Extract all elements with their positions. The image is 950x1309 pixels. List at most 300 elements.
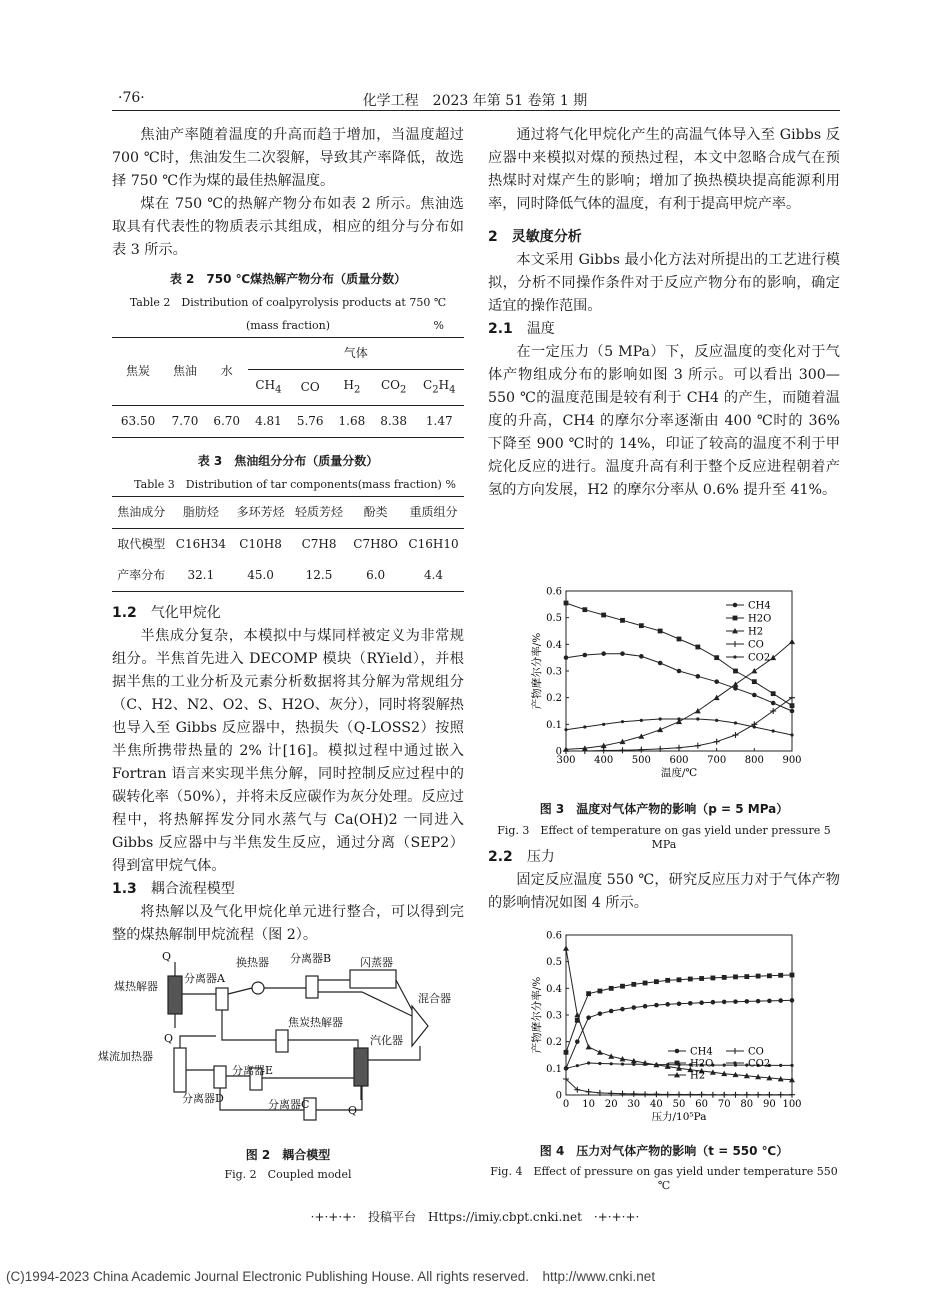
data-point-h2o [643, 981, 648, 986]
data-point-h2o [790, 973, 795, 978]
cell: C16H10 [408, 537, 459, 552]
legend-marker [733, 655, 736, 658]
char-pyrolyzer [276, 1030, 288, 1052]
data-point-co [642, 1091, 648, 1097]
data-point-h2o [733, 974, 738, 979]
paragraph: 将热解以及气化甲烷化单元进行整合，可以得到完整的煤热解制甲烷流程（图 2）。 [112, 904, 464, 944]
caption-line: Table 3 Distribution of tar components(mass fraction) [134, 478, 442, 492]
y-tick-label: 0 [555, 1090, 562, 1102]
cell: 6.70 [213, 414, 241, 429]
header-cell: 焦油 [172, 364, 197, 379]
table-row [112, 406, 464, 438]
legend-marker [732, 641, 738, 647]
data-point-co [733, 732, 739, 738]
y-tick-label: 0.1 [546, 1063, 562, 1075]
data-point-ch4 [696, 674, 701, 679]
data-point-h2o [771, 691, 776, 696]
data-point-co2 [602, 723, 605, 726]
header-cell: 焦油成分 [117, 505, 166, 520]
data-table [112, 337, 464, 438]
table-caption: 表 3 焦油组分分布（质量分数） [197, 454, 379, 469]
data-point-ch4 [609, 1009, 614, 1014]
diagram-label: 分离器E [232, 1064, 274, 1077]
data-point-h2 [733, 681, 739, 686]
diagram-label: 分离器D [182, 1092, 224, 1105]
data-point-co2 [621, 720, 624, 723]
header-cell: 重质组分 [409, 505, 458, 520]
x-tick-label: 500 [631, 755, 651, 766]
separator-b [306, 976, 318, 998]
data-point-h2o [722, 975, 727, 980]
row-label: 取代模型 [117, 537, 166, 552]
separator-d [214, 1066, 226, 1088]
data-point-ch4 [654, 1003, 659, 1008]
section-number: 2.2 [488, 849, 513, 865]
data-point-co2 [598, 1062, 601, 1065]
section-number: 2.1 [488, 321, 513, 337]
data-point-h2 [563, 945, 569, 950]
data-point-ch4 [790, 709, 795, 714]
section-number: 1.2 [112, 605, 137, 622]
stream [396, 980, 412, 1010]
data-point-co [620, 1091, 626, 1097]
cell: C7H8 [301, 537, 337, 552]
left-column [112, 124, 464, 947]
data-point-co [733, 1092, 739, 1098]
data-point-co2 [564, 1067, 567, 1070]
data-point-h2 [751, 668, 757, 673]
data-point-ch4 [756, 999, 761, 1004]
data-point-h2o [744, 974, 749, 979]
data-point-h2o [620, 618, 625, 623]
copyright: (C)1994-2023 China Academic Journal Electronic Publishing House. All rights reserved. http://www.cnki.net [6, 1269, 656, 1284]
data-point-co [710, 1092, 716, 1098]
running-header: 化学工程 2023 年第 51 卷第 1 期 [362, 93, 588, 109]
header-cell: 焦炭 [126, 364, 151, 379]
data-point-h2 [714, 695, 720, 700]
data-point-co [665, 1091, 671, 1097]
data-point-h2o [767, 973, 772, 978]
data-point-co [699, 1091, 705, 1097]
cell: 1.68 [338, 414, 366, 429]
data-point-h2o [733, 669, 738, 674]
section-heading [488, 226, 840, 249]
x-tick-label: 400 [594, 755, 614, 766]
data-point-h2o [714, 655, 719, 660]
data-point-co [695, 743, 701, 749]
diagram-label: 焦炭热解器 [288, 1016, 343, 1029]
diagram-label: 闪蒸器 [360, 956, 393, 969]
cell: 7.70 [171, 414, 199, 429]
cell: 63.50 [120, 414, 156, 429]
header-cell: CO [300, 380, 320, 395]
legend-label: CO [748, 1046, 764, 1058]
section-number: 1.3 [112, 881, 137, 898]
y-axis-label: 产物摩尔分率/% [531, 632, 543, 710]
diagram-label: 混合器 [418, 992, 451, 1005]
data-point-h2o [699, 976, 704, 981]
data-point-co2 [677, 717, 680, 720]
table-2 [112, 268, 464, 438]
y-tick-label: 0.2 [546, 693, 562, 705]
data-point-h2o [564, 601, 569, 606]
data-point-co [620, 747, 626, 753]
legend-marker [733, 616, 738, 621]
cell: 8.38 [380, 414, 407, 429]
data-point-h2o [639, 623, 644, 628]
figure-caption-en: Fig. 2 Coupled model [224, 1168, 352, 1181]
data-point-co2 [655, 1063, 658, 1066]
cell: 45.0 [247, 568, 274, 583]
data-point-ch4 [771, 701, 776, 706]
section-number: 2 [488, 229, 498, 245]
table-caption: 表 2 750 ℃煤热解产物分布（质量分数） [169, 272, 407, 286]
data-point-ch4 [601, 651, 606, 656]
data-point-ch4 [643, 1004, 648, 1009]
data-point-ch4 [564, 655, 569, 660]
x-tick-label: 300 [556, 755, 576, 766]
legend-marker [733, 603, 738, 608]
data-point-ch4 [711, 1000, 716, 1005]
y-tick-label: 0.6 [546, 930, 562, 942]
data-point-co2 [610, 1062, 613, 1065]
y-tick-label: 0 [555, 746, 562, 758]
figure-3-chart [530, 585, 830, 790]
data-point-co [676, 745, 682, 751]
data-point-ch4 [778, 998, 783, 1003]
right-column-2 [488, 846, 840, 915]
separator-a [216, 988, 228, 1010]
legend-label: H2O [690, 1058, 714, 1070]
data-point-ch4 [632, 1005, 637, 1010]
unit-label: % [445, 478, 456, 492]
data-point-co [676, 1091, 682, 1097]
gasifier [354, 1048, 368, 1086]
diagram-label: Q [162, 950, 172, 963]
cell: 6.0 [366, 568, 386, 583]
data-point-ch4 [714, 679, 719, 684]
data-table [112, 496, 464, 592]
table-row [112, 529, 464, 561]
paragraph: 半焦成分复杂，本模拟中与煤同样被定义为非常规组分。半焦首先进入 DECOMP 模块（RYield），并根据半焦的工业分析及元素分析数据将其分解为常规组分（C、H2、N2、O2、S、H2O、灰分），同时将裂解热也导入至 Gibbs 反应器中，热损失（Q-LOSS2）按照半焦所携带热量的 2% 计[16]。模拟过程中通过嵌入 Fortran 语言来实现半焦分解，同时控制反应过程中的碳转化率（50%），并将未反应碳作为灰分处理。反应过程中，将热解挥发分同水蒸气与 Ca(OH)2 一同进入 Gibbs 反应器中与半焦发生反应，通过分离（SEP2）得到富甲烷气体。 [112, 628, 464, 875]
section-heading [488, 846, 840, 869]
x-tick-label: 600 [669, 755, 689, 766]
data-point-h2o [586, 991, 591, 996]
data-point-ch4 [665, 1002, 670, 1007]
x-axis-label: 温度/℃ [660, 767, 698, 779]
data-point-co2 [715, 719, 718, 722]
page-number: ·76· [118, 90, 145, 106]
y-tick-label: 0.5 [546, 613, 562, 625]
data-point-ch4 [620, 651, 625, 656]
data-point-co2 [621, 1062, 624, 1065]
data-point-co [721, 1092, 727, 1098]
section-heading [112, 602, 464, 625]
data-point-h2o [598, 989, 603, 994]
data-point-co [755, 1092, 761, 1098]
coal-pyrolyzer-vessel [168, 976, 182, 1014]
y-tick-label: 0.6 [546, 586, 562, 598]
data-point-ch4 [722, 1000, 727, 1005]
data-point-ch4 [733, 999, 738, 1004]
x-tick-label: 40 [650, 1099, 663, 1110]
data-point-ch4 [767, 999, 772, 1004]
header-cell: 酚类 [363, 505, 388, 520]
header-cell: $CH_4$ [255, 378, 282, 396]
diagram-label: 分离器C [268, 1098, 310, 1111]
x-tick-label: 50 [672, 1099, 686, 1110]
data-point-h2o [790, 703, 795, 708]
data-point-co [714, 739, 720, 745]
data-point-ch4 [688, 1001, 693, 1006]
diagram-label: 汽化器 [370, 1034, 403, 1047]
data-point-ch4 [677, 669, 682, 674]
data-point-h2 [597, 1049, 603, 1054]
legend-label: CH4 [690, 1046, 713, 1058]
x-tick-label: 80 [740, 1099, 754, 1110]
data-point-co2 [632, 1063, 635, 1066]
section-title: 温度 [526, 321, 555, 337]
data-point-co2 [753, 725, 756, 728]
data-point-ch4 [752, 693, 757, 698]
data-point-h2o [677, 637, 682, 642]
table-caption-en: Table 2 Distribution of coalpyrolysis products at 750 ℃ [129, 296, 447, 309]
y-tick-label: 0.1 [546, 719, 562, 731]
data-point-co2 [644, 1063, 647, 1066]
data-point-co2 [696, 717, 699, 720]
data-point-ch4 [620, 1007, 625, 1012]
figure-4-chart [530, 925, 830, 1140]
data-point-h2o [711, 976, 716, 981]
data-point-ch4 [658, 661, 663, 666]
paragraph: 通过将气化甲烷化产生的高温气体导入至 Gibbs 反应器中来模拟对煤的预热过程，本文中忽略合成气在预热煤时对煤产生的影响；增加了换热模块提高能源利用率，同时降低气体的温度，有利于提高甲烷产率。 [488, 127, 840, 212]
stream [222, 1010, 276, 1040]
x-tick-label: 70 [717, 1099, 731, 1110]
stream [318, 992, 412, 1016]
data-point-ch4 [790, 998, 795, 1003]
legend-label: CO [748, 639, 764, 651]
data-point-co [638, 747, 644, 753]
cell: C7H8O [353, 537, 399, 552]
data-point-h2o [778, 973, 783, 978]
section-title: 耦合流程模型 [150, 881, 235, 898]
header-cell: 水 [220, 364, 233, 379]
figure-caption-en: Fig. 3 Effect of temperature on gas yield under pressure 5 MPa [497, 824, 831, 851]
data-point-h2 [789, 639, 795, 644]
y-tick-label: 0.3 [546, 1010, 562, 1022]
data-point-h2o [658, 629, 663, 634]
data-point-co2 [779, 1064, 782, 1067]
data-point-h2o [695, 645, 700, 650]
x-tick-label: 60 [695, 1099, 708, 1110]
data-point-h2o [654, 979, 659, 984]
section-title: 压力 [526, 849, 555, 865]
section-heading [488, 318, 840, 341]
cell: C16H34 [175, 537, 226, 552]
legend-marker [732, 1048, 738, 1054]
header-cell: $H_2$ [343, 378, 361, 396]
data-point-co2 [659, 717, 662, 720]
legend-marker [733, 1061, 736, 1064]
cell: 1.47 [425, 414, 453, 429]
data-point-h2 [695, 708, 701, 713]
data-point-ch4 [699, 1000, 704, 1005]
diagram-label: 换热器 [236, 956, 269, 969]
stream [288, 1040, 358, 1048]
paragraph: 焦油产率随着温度的升高而趋于增加，当温度超过 700 ℃时，焦油发生二次裂解，导致其产率降低，故选择 750 ℃作为煤的最佳热解温度。 [112, 127, 464, 189]
x-tick-label: 100 [782, 1099, 802, 1110]
paragraph: 在一定压力（5 MPa）下，反应温度的变化对于气体产物组成分布的影响如图 3 所示。可以看出 300—550 ℃的温度范围是较有利于 CH4 的产生，而随着温度的升高，CH4 的摩尔分率逐渐由 400 ℃时的 36% 下降至 900 ℃时的 14%，印证了较高的温度不利于甲烷化反应的进行。温度升高有利于整个反应进程朝着产氢的方向发展，H2 的摩尔分率从 0.6% 提升至 41%。 [488, 344, 840, 498]
paragraph: 煤在 750 ℃的热解产物分布如表 2 所示。焦油选取具有代表性的物质表示其组成，相应的组分与分布如表 3 所示。 [112, 196, 464, 258]
section-title: 气化甲烷化 [150, 605, 221, 622]
data-point-co [778, 1092, 784, 1098]
x-tick-label: 10 [582, 1099, 595, 1110]
data-point-co [789, 1092, 795, 1098]
cell: 12.5 [305, 568, 333, 583]
data-point-ch4 [677, 1002, 682, 1007]
data-point-h2o [756, 974, 761, 979]
data-point-co [586, 1089, 592, 1095]
data-point-ch4 [583, 653, 588, 658]
data-point-co2 [576, 1064, 579, 1067]
legend-label: CH4 [748, 600, 771, 612]
stream [228, 988, 252, 994]
data-point-ch4 [745, 999, 750, 1004]
data-point-co [631, 1091, 637, 1097]
legend-label: H2O [748, 613, 772, 625]
x-tick-label: 20 [604, 1099, 618, 1110]
data-point-ch4 [586, 1015, 591, 1020]
diagram-label: 煤流加热器 [98, 1050, 153, 1063]
stream [368, 1046, 420, 1060]
data-point-co2 [790, 1064, 793, 1067]
diagram-label: 分离器B [290, 952, 332, 965]
data-point-h2 [586, 1044, 592, 1049]
y-tick-label: 0.3 [546, 666, 562, 678]
x-axis-label: 压力/10⁵Pa [651, 1111, 707, 1123]
data-point-h2o [564, 1050, 569, 1055]
data-point-h2o [601, 613, 606, 618]
paragraph: 本文采用 Gibbs 最小化方法对所提出的工艺进行模拟，分析不同操作条件对于反应产物分布的影响，确定适宜的操作范围。 [488, 252, 840, 314]
data-point-co [601, 747, 607, 753]
flash-drum [350, 970, 396, 988]
y-axis-label: 产物摩尔分率/% [531, 976, 543, 1054]
y-tick-label: 0.5 [546, 957, 562, 969]
header-cell: 脂肪烃 [182, 505, 219, 520]
section-title: 灵敏度分析 [511, 229, 582, 245]
legend-label: H2 [690, 1070, 706, 1082]
diagram-label: Q [348, 1104, 358, 1117]
header-rule [112, 110, 840, 111]
data-point-co2 [790, 733, 793, 736]
data-point-ch4 [639, 654, 644, 659]
header-cell: 轻质芳烃 [295, 505, 344, 520]
diagram-label: Q [164, 1032, 174, 1045]
table-caption-en-2 [112, 314, 464, 337]
header-cell: 气体 [248, 338, 464, 370]
legend-marker [675, 1049, 680, 1054]
diagram-label: 分离器A [184, 972, 225, 985]
data-point-h2o [688, 977, 693, 982]
data-point-co2 [723, 1064, 726, 1067]
figure-caption: 图 3 温度对气体产物的影响（p = 5 MPa） [539, 802, 789, 816]
stream [180, 1036, 216, 1048]
data-point-co [744, 1092, 750, 1098]
legend-label: H2 [748, 626, 764, 638]
data-point-co2 [583, 725, 586, 728]
data-point-h2 [657, 727, 663, 732]
x-tick-label: 90 [763, 1099, 776, 1110]
data-point-co2 [640, 719, 643, 722]
legend-label: CO2 [748, 652, 771, 664]
cell: 4.81 [255, 414, 282, 429]
right-column [488, 124, 840, 502]
mixer [412, 1006, 428, 1046]
data-point-co [766, 1092, 772, 1098]
data-point-h2o [620, 984, 625, 989]
unit-label: % [433, 319, 444, 332]
diagram-label: 煤热解器 [114, 980, 158, 993]
row-label: 产率分布 [117, 568, 166, 583]
paragraph: 固定反应温度 550 ℃，研究反应压力对于气体产物的影响情况如图 4 所示。 [488, 872, 840, 911]
header-cell: $CO_2$ [380, 378, 407, 396]
cell: 4.4 [423, 568, 444, 583]
figure-caption: 图 4 压力对气体产物的影响（t = 550 ℃） [539, 1144, 789, 1158]
figure-caption-en: Fig. 4 Effect of pressure on gas yield under temperature 550 ℃ [490, 1165, 838, 1192]
data-point-h2o [677, 977, 682, 982]
data-point-h2o [609, 986, 614, 991]
x-tick-label: 800 [744, 755, 764, 766]
y-tick-label: 0.4 [546, 639, 562, 651]
data-point-co2 [734, 721, 737, 724]
table-caption-en [112, 473, 464, 496]
data-point-h2o [631, 982, 636, 987]
table-3 [112, 450, 464, 592]
header-cell: $C_2H_4$ [423, 378, 456, 396]
figure-2-diagram [98, 948, 464, 1143]
coal-heater [174, 1048, 186, 1092]
header-cell: 多环芳烃 [236, 505, 285, 520]
y-tick-label: 0.4 [546, 983, 562, 995]
section-heading [112, 878, 464, 901]
cell: 5.76 [296, 414, 324, 429]
data-point-h2o [752, 679, 757, 684]
data-point-h2o [582, 607, 587, 612]
data-point-ch4 [575, 1039, 580, 1044]
caption-line: (mass fraction) [245, 319, 331, 332]
x-tick-label: 0 [562, 1099, 570, 1110]
data-point-co2 [772, 729, 775, 732]
data-point-ch4 [598, 1011, 603, 1016]
y-tick-label: 0.2 [546, 1037, 562, 1049]
figure-caption: 图 2 耦合模型 [245, 1148, 331, 1162]
data-point-co2 [587, 1061, 590, 1064]
data-point-co [687, 1091, 693, 1097]
data-point-h2o [665, 978, 670, 983]
cell: 32.1 [187, 568, 215, 583]
x-tick-label: 700 [707, 755, 727, 766]
legend-marker [675, 1061, 680, 1066]
cell: C10H8 [239, 537, 282, 552]
x-tick-label: 30 [627, 1099, 641, 1110]
data-point-co [653, 1091, 659, 1097]
data-point-co2 [564, 728, 567, 731]
x-tick-label: 900 [782, 755, 802, 766]
footer: ·+·+·+· 投稿平台 Https://imiy.cbpt.cnki.net ·+·+·+· [310, 1210, 640, 1224]
table-row [112, 560, 464, 592]
heat-exchanger [252, 982, 264, 994]
legend-label: CO2 [748, 1058, 771, 1070]
